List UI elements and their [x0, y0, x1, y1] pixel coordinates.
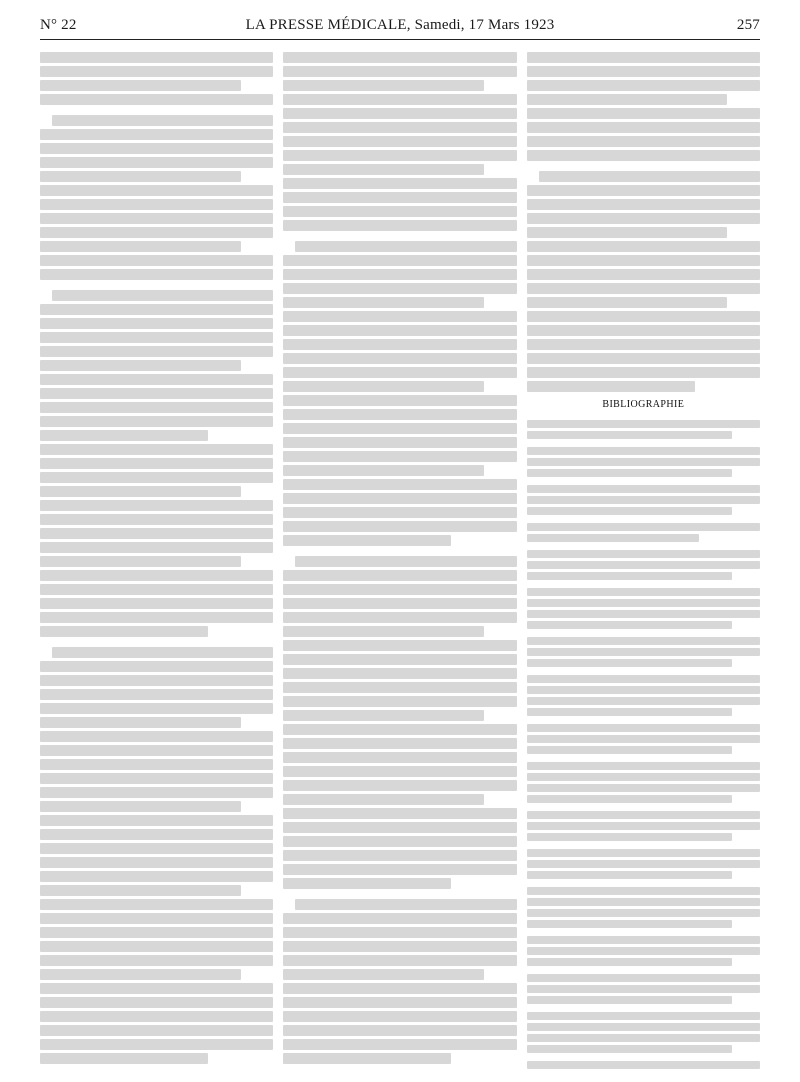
text-line	[527, 255, 760, 266]
text-line	[283, 780, 516, 791]
text-line	[283, 395, 516, 406]
text-line	[283, 682, 516, 693]
text-line	[40, 486, 241, 497]
text-line	[40, 759, 273, 770]
bibliography-list	[527, 420, 760, 1070]
text-line	[40, 983, 273, 994]
text-line	[283, 598, 516, 609]
bibliography-line	[527, 1061, 760, 1069]
text-line	[283, 955, 516, 966]
text-line	[40, 598, 273, 609]
bibliography-line	[527, 458, 760, 466]
text-line	[40, 689, 273, 700]
bibliography-line	[527, 784, 760, 792]
text-line	[283, 850, 516, 861]
text-line	[40, 388, 273, 399]
bibliography-line	[527, 420, 760, 428]
right-column-article	[527, 52, 760, 392]
text-line	[283, 150, 516, 161]
bibliography-line	[527, 485, 760, 493]
text-line	[527, 297, 728, 308]
text-line	[40, 185, 273, 196]
bibliography-line	[527, 523, 760, 531]
bibliography-line	[527, 936, 760, 944]
text-line	[283, 479, 516, 490]
bibliography-line	[527, 534, 700, 542]
bibliography-line	[527, 675, 760, 683]
text-line	[283, 255, 516, 266]
text-line	[52, 290, 273, 301]
text-line	[52, 115, 273, 126]
text-line	[40, 94, 273, 105]
text-line	[283, 297, 484, 308]
text-line	[283, 465, 484, 476]
text-line	[40, 871, 273, 882]
text-line	[283, 437, 516, 448]
text-line	[40, 941, 273, 952]
text-line	[52, 647, 273, 658]
text-line	[40, 66, 273, 77]
text-line	[40, 626, 208, 637]
text-line	[527, 325, 760, 336]
text-line	[283, 1025, 516, 1036]
left-column	[40, 50, 273, 1070]
bibliography-line	[527, 860, 760, 868]
bibliography-line	[527, 431, 732, 439]
bibliography-line	[527, 469, 732, 477]
text-line	[283, 724, 516, 735]
text-line	[40, 955, 273, 966]
text-line	[40, 542, 273, 553]
text-line	[283, 710, 484, 721]
text-line	[283, 283, 516, 294]
text-line	[283, 507, 516, 518]
text-line	[527, 241, 760, 252]
middle-column	[283, 50, 516, 1070]
text-line	[40, 500, 273, 511]
text-line	[283, 696, 516, 707]
text-line	[40, 213, 273, 224]
text-line	[283, 808, 516, 819]
text-line	[40, 157, 273, 168]
text-line	[527, 227, 728, 238]
text-line	[527, 122, 760, 133]
text-line	[40, 899, 273, 910]
bibliography-line	[527, 898, 760, 906]
text-line	[283, 878, 451, 889]
text-line	[283, 654, 516, 665]
text-line	[283, 206, 516, 217]
text-line	[40, 269, 273, 280]
bibliography-line	[527, 507, 732, 515]
text-line	[40, 227, 273, 238]
bibliography-line	[527, 1023, 760, 1031]
text-line	[283, 325, 516, 336]
bibliography-line	[527, 746, 732, 754]
text-line	[283, 612, 516, 623]
text-line	[283, 836, 516, 847]
text-line	[40, 675, 273, 686]
text-line	[283, 584, 516, 595]
bibliography-line	[527, 724, 760, 732]
text-line	[283, 1011, 516, 1022]
text-line	[40, 843, 273, 854]
text-line	[40, 815, 273, 826]
bibliography-line	[527, 708, 732, 716]
text-line	[40, 458, 273, 469]
bibliography-line	[527, 561, 760, 569]
text-line	[527, 199, 760, 210]
text-line	[283, 178, 516, 189]
text-line	[283, 192, 516, 203]
text-line	[40, 829, 273, 840]
issue-number: N° 22	[40, 17, 77, 33]
bibliography-line	[527, 822, 760, 830]
text-line	[283, 668, 516, 679]
text-line	[40, 1025, 273, 1036]
text-line	[40, 885, 241, 896]
text-line	[40, 143, 273, 154]
text-line	[283, 409, 516, 420]
text-line	[40, 52, 273, 63]
text-line	[283, 913, 516, 924]
text-line	[40, 927, 273, 938]
text-line	[283, 451, 516, 462]
text-line	[283, 535, 451, 546]
text-line	[283, 570, 516, 581]
bibliography-line	[527, 550, 760, 558]
text-line	[40, 444, 273, 455]
text-line	[40, 969, 241, 980]
text-line	[40, 1039, 273, 1050]
text-line	[539, 171, 760, 182]
bibliography-line	[527, 572, 732, 580]
text-line	[40, 514, 273, 525]
text-line	[527, 185, 760, 196]
text-line	[283, 626, 484, 637]
text-line	[527, 52, 760, 63]
text-line	[40, 346, 273, 357]
text-line	[527, 150, 760, 161]
bibliography-line	[527, 1012, 760, 1020]
text-line	[283, 353, 516, 364]
text-line	[283, 94, 516, 105]
text-line	[283, 941, 516, 952]
text-line	[40, 374, 273, 385]
text-line	[283, 864, 516, 875]
text-line	[40, 304, 273, 315]
text-line	[40, 661, 273, 672]
text-line	[283, 122, 516, 133]
text-line	[40, 745, 273, 756]
text-line	[283, 80, 484, 91]
text-line	[40, 703, 273, 714]
text-line	[283, 794, 484, 805]
text-line	[40, 570, 273, 581]
text-line	[283, 822, 516, 833]
text-line	[40, 528, 273, 539]
bibliography-line	[527, 795, 732, 803]
bibliography-line	[527, 947, 760, 955]
text-line	[283, 367, 516, 378]
bibliography-heading: BIBLIOGRAPHIE	[602, 399, 685, 410]
text-line	[40, 416, 273, 427]
text-line	[283, 136, 516, 147]
bibliography-line	[527, 849, 760, 857]
text-line	[283, 493, 516, 504]
text-line	[527, 66, 760, 77]
text-line	[295, 556, 516, 567]
bibliography-line	[527, 496, 760, 504]
text-line	[40, 332, 273, 343]
text-line	[283, 1053, 451, 1064]
text-line	[283, 381, 484, 392]
text-line	[527, 339, 760, 350]
text-line	[527, 136, 760, 147]
bibliography-line	[527, 996, 732, 1004]
text-line	[40, 171, 241, 182]
bibliography-line	[527, 588, 760, 596]
text-line	[40, 430, 208, 441]
text-line	[40, 360, 241, 371]
bibliography-line	[527, 447, 760, 455]
text-line	[283, 752, 516, 763]
bibliography-line	[527, 871, 732, 879]
text-line	[40, 1011, 273, 1022]
bibliography-line	[527, 637, 760, 645]
bibliography-line	[527, 909, 760, 917]
page-number: 257	[736, 17, 760, 33]
text-line	[283, 108, 516, 119]
text-line	[40, 241, 241, 252]
text-line	[283, 766, 516, 777]
text-line	[283, 1039, 516, 1050]
text-line	[283, 640, 516, 651]
page-header	[40, 18, 760, 40]
bibliography-line	[527, 735, 760, 743]
text-line	[40, 801, 241, 812]
text-line	[40, 773, 273, 784]
text-line	[40, 717, 241, 728]
bibliography-line	[527, 648, 760, 656]
text-line	[283, 66, 516, 77]
bibliography-line	[527, 811, 760, 819]
text-line	[40, 787, 273, 798]
text-columns	[40, 50, 760, 1070]
text-line	[283, 738, 516, 749]
bibliography-line	[527, 1034, 760, 1042]
bibliography-line	[527, 686, 760, 694]
bibliography-line	[527, 599, 760, 607]
bibliography-line	[527, 773, 760, 781]
text-line	[527, 80, 760, 91]
text-line	[295, 241, 516, 252]
bibliography-line	[527, 985, 760, 993]
text-line	[283, 52, 516, 63]
text-line	[527, 381, 695, 392]
text-line	[40, 80, 241, 91]
text-line	[283, 269, 516, 280]
bibliography-line	[527, 621, 732, 629]
text-line	[40, 584, 273, 595]
text-line	[40, 402, 273, 413]
text-line	[527, 108, 760, 119]
text-line	[283, 339, 516, 350]
text-line	[283, 997, 516, 1008]
text-line	[40, 1053, 208, 1064]
text-line	[283, 983, 516, 994]
bibliography-line	[527, 762, 760, 770]
text-line	[283, 220, 516, 231]
text-line	[40, 129, 273, 140]
text-line	[40, 857, 273, 868]
text-line	[283, 969, 484, 980]
text-line	[40, 255, 273, 266]
text-line	[40, 556, 241, 567]
text-line	[40, 731, 273, 742]
publication-title: LA PRESSE MÉDICALE, Samedi, 17 Mars 1923	[245, 17, 555, 33]
text-line	[40, 612, 273, 623]
bibliography-line	[527, 887, 760, 895]
right-column	[527, 50, 760, 1070]
bibliography-line	[527, 610, 760, 618]
bibliography-line	[527, 833, 732, 841]
text-line	[527, 269, 760, 280]
bibliography-line	[527, 974, 760, 982]
text-line	[527, 311, 760, 322]
bibliography-line	[527, 1045, 732, 1053]
text-line	[40, 997, 273, 1008]
text-line	[527, 367, 760, 378]
text-line	[40, 199, 273, 210]
text-line	[527, 283, 760, 294]
bibliography-line	[527, 659, 732, 667]
text-line	[40, 318, 273, 329]
text-line	[40, 913, 273, 924]
text-line	[527, 353, 760, 364]
bibliography-line	[527, 697, 760, 705]
text-line	[283, 164, 484, 175]
text-line	[283, 521, 516, 532]
bibliography-line	[527, 920, 732, 928]
text-line	[295, 899, 516, 910]
text-line	[527, 213, 760, 224]
text-line	[283, 423, 516, 434]
text-line	[283, 927, 516, 938]
bibliography-line	[527, 958, 732, 966]
text-line	[40, 472, 273, 483]
text-line	[527, 94, 728, 105]
text-line	[283, 311, 516, 322]
